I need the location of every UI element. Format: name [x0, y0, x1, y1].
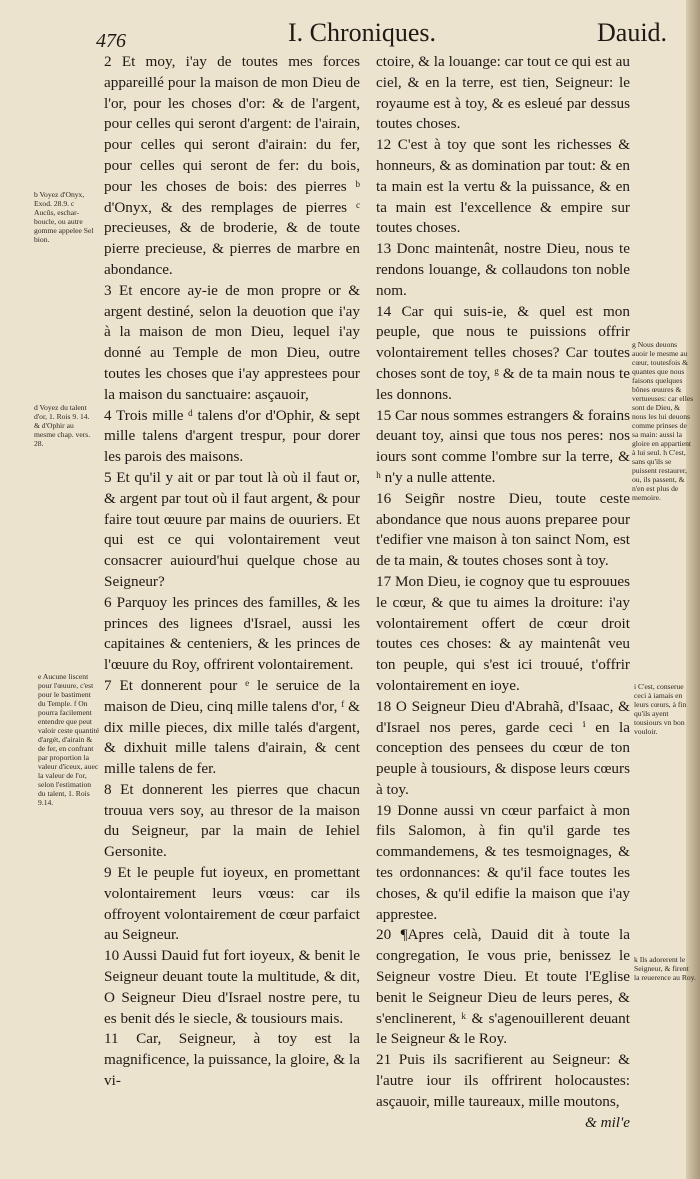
running-head: Dauid.	[597, 18, 668, 47]
verse-18	[376, 697, 630, 801]
verse-text: Puis ils sacrifierent au Seigneur: & l'autre iour ils offrirent holocaustes: asçauoir, mille taureaux, mille moutons,	[376, 1051, 630, 1110]
verse-text: Parquoy les princes des familles, & les princes des lignees d'Israel, aussi les capitaines & centeniers, & les princes de l'œuure du Roy, offrirent volontairement.	[104, 593, 361, 674]
verse-text: Car nous sommes estrangers & forains deuant toy, ainsi que tous nos peres: nos iours sont comme l'ombre sur la terre, & ʰ n'y a nulle attente.	[376, 406, 630, 486]
verse-text: Et qu'il y ait or par tout là où il faut or, & argent par tout où il faut argent, & pour faire tout œuure par mains de ouuriers. Et qui est ce qui volontairement veut consacrer auiourd'hui quelque chose au Seigneur?	[104, 468, 360, 590]
catchword: & mil'e	[584, 1113, 630, 1131]
verse-number: 3	[104, 281, 112, 299]
verse-11-continued	[376, 52, 630, 135]
left-column	[104, 52, 360, 1092]
verse-number: 12	[376, 136, 392, 154]
verse-20	[376, 925, 630, 1050]
verse-number: 18	[376, 697, 392, 715]
verse-number: 6	[104, 593, 112, 611]
verse-19	[376, 801, 630, 926]
verse-text: Donne aussi vn cœur parfaict à mon fils Salomon, à fin qu'il garde tes commandemens, & tes tesmoignages, & tes ordonnances: & qu'il face toutes les choses, & qu'il edifie la maison que i'ay apprestee.	[376, 801, 631, 923]
verse-9	[104, 863, 360, 946]
verse-number: 8	[104, 780, 112, 798]
verse-number: 15	[376, 406, 392, 424]
margin-note-k: k Ils adorerent le Seigneur, & firent la reuerence au Roy.	[634, 955, 696, 982]
verse-number: 4	[104, 406, 112, 424]
verse-text: Et donnerent les pierres que chacun trouua vers soy, au thresor de la maison du Seigneur, par la main de Iehiel Gersonite.	[104, 780, 360, 861]
verse-number: 14	[376, 302, 392, 320]
verse-number: 11	[104, 1030, 119, 1048]
verse-text: Trois mille ᵈ talens d'or d'Ophir, & sept mille talens d'argent trespur, pour dorer les parois des maisons.	[104, 406, 360, 466]
margin-note-g: g Nous deuons auoir le mesme au cœur, toutesfois & quantes que nous faisons quelques bõnes œuures & vertueuses: car elles sont de Dieu, & nous les lui deuons comme prinses de sa main: aussi la gloire en appartient à lui seul. h C'est, sans qu'ils se puissent restaurer, ou, ils passent, & n'en est plus de memoire.	[632, 340, 694, 502]
margin-note-d: d Voyez du talent d'or, 1. Rois 9. 14. & d'Ophir au mesme chap. vers. 28.	[34, 403, 91, 448]
verse-4	[104, 406, 360, 468]
verse-text: Et moy, i'ay de toutes mes forces appareillé pour la maison de mon Dieu de l'or, pour les choses d'or: & de l'argent, pour celles qui seront d'argent: de l'airain, pour celles qui seront d'airain: du fer, pour celles qui seront de fer: du bois, pour les choses de bois: des pierres ᵇ d'Onyx, & des remplages de pierres ᶜ precieuses, & de broderie, & de toute pierre precieuse, & pierres de marbre en abondance.	[104, 53, 360, 278]
verse-text: Car qui suis-ie, & quel est mon peuple, que nous te puissions offrir volontairement telles choses? Car toutes choses sont de toy, ᵍ & de ta main nous te les donnons.	[376, 302, 630, 403]
verse-5	[104, 468, 360, 593]
verse-12	[376, 135, 630, 239]
verse-13	[376, 239, 630, 301]
verse-text: Et donnerent pour ᵉ le seruice de la maison de Dieu, cinq mille talens d'or, ᶠ & dix mille pieces, dix mille talés d'argent, & dixhuit mille talens d'airain, & cent mille talens de fer.	[104, 676, 361, 778]
verse-17	[376, 572, 630, 697]
verse-8	[104, 780, 360, 863]
verse-text: Et encore ay-ie de mon propre or & argent destiné, selon la deuotion que i'ay à la maison de mon Dieu, lequel i'ay donné au Temple de mon Dieu, outre toutes les choses que i'ay apprestees pour la maison du sanctuaire: asçauoir,	[104, 281, 361, 403]
margin-note-e: e Aucune liscent pour l'œuure, c'est pour le bastiment du Temple. f On pourra facilement entendre que peut valoir ceste quantité d'argét, d'airain & de fer, en confrant par proportion la valeur d'iceux, auec la valeur de l'or, selon l'estimation du talent, 1. Rois 9.14.	[38, 672, 100, 807]
verse-number: 2	[104, 53, 112, 70]
verse-number: 13	[376, 240, 392, 258]
verse-14	[376, 302, 630, 406]
verse-text: Car, Seigneur, à toy est la magnificence, la puissance, la gloire, & la vi-	[104, 1030, 360, 1090]
verse-text: C'est à toy que sont les richesses & honneurs, & as domination par tout: & en ta main est la vertu & la puissance, & en ta main est l'excellence & empire sur toutes choses.	[376, 136, 631, 237]
verse-21	[376, 1050, 630, 1112]
verse-text: Mon Dieu, ie cognoy que tu esprouues le cœur, & que tu aimes la droiture: i'ay volontairement offert de cœur droit toutes ces choses: & ay maintenât veu ton peuple, qui s'est ici trouué, t'offrir volontairement en ioye.	[376, 572, 630, 694]
margin-note-b: b Voyez d'Onyx, Exod. 28.9. c Aucũs, eschar-boucle, ou autre gomme appelee Sel bion.	[34, 190, 94, 244]
margin-note-i: i C'est, conserue ceci à iamais en leurs cœurs, à fin qu'ils ayent tousiours vn bon vouloir.	[634, 682, 687, 736]
verse-2	[104, 52, 360, 281]
verse-16	[376, 489, 630, 572]
book-title: I. Chroniques.	[288, 18, 437, 47]
verse-text: Donc maintenât, nostre Dieu, nous te rendons louange, & collaudons ton noble nom.	[376, 240, 630, 299]
page-number: 476	[96, 30, 126, 52]
verse-text: Et le peuple fut ioyeux, en promettant volontairement leurs vœus: car ils offroyent volontairement de cœur parfaict au Seigneur.	[104, 864, 360, 944]
verse-text: Aussi Dauid fut fort ioyeux, & benit le Seigneur deuant toute la multitude, & dit, O Seigneur Dieu d'Israel nostre pere, tu es benit dés le siecle, & tousiours mais.	[104, 947, 360, 1027]
verse-text: ctoire, & la louange: car tout ce qui est au ciel, & en la terre, est tien, Seigneur: le royaume est à toy, & es esleué par dessus toutes choses.	[376, 53, 630, 133]
verse-number: 20	[376, 926, 392, 944]
verse-3	[104, 281, 360, 406]
verse-11	[104, 1029, 360, 1091]
verse-number: 17	[376, 572, 392, 590]
verse-text: O Seigneur Dieu d'Abrahã, d'Isaac, & d'Israel nos peres, garde ceci ⁱ en la conception des pensees du cœur de ton peuple à tousiours, & dispose leurs cœurs à toy.	[376, 697, 630, 798]
verse-6	[104, 593, 360, 676]
verse-number: 9	[104, 864, 112, 882]
verse-10	[104, 946, 360, 1029]
verse-text: Seigñr nostre Dieu, toute ceste abondance que nous auons preparee pour t'edifier vne maison à ton sainct Nom, est de ta main, & toutes choses sont à toy.	[376, 489, 631, 570]
page-edge	[686, 0, 700, 1179]
verse-number: 5	[104, 468, 112, 486]
right-column	[376, 52, 630, 1133]
verse-number: 10	[104, 947, 120, 965]
verse-number: 19	[376, 801, 392, 819]
verse-15	[376, 406, 630, 489]
verse-7	[104, 676, 360, 780]
verse-text: ¶Apres celà, Dauid dit à toute la congregation, Ie vous prie, benissez le Seigneur vostre Dieu. Et toute l'Eglise benit le Seigneur Dieu de leurs peres, & s'enclinerent, ᵏ & s'agenouillerent deuant le Seigneur & le Roy.	[376, 926, 630, 1048]
verse-number: 16	[376, 489, 392, 507]
verse-number: 21	[376, 1051, 392, 1069]
verse-number: 7	[104, 676, 112, 694]
